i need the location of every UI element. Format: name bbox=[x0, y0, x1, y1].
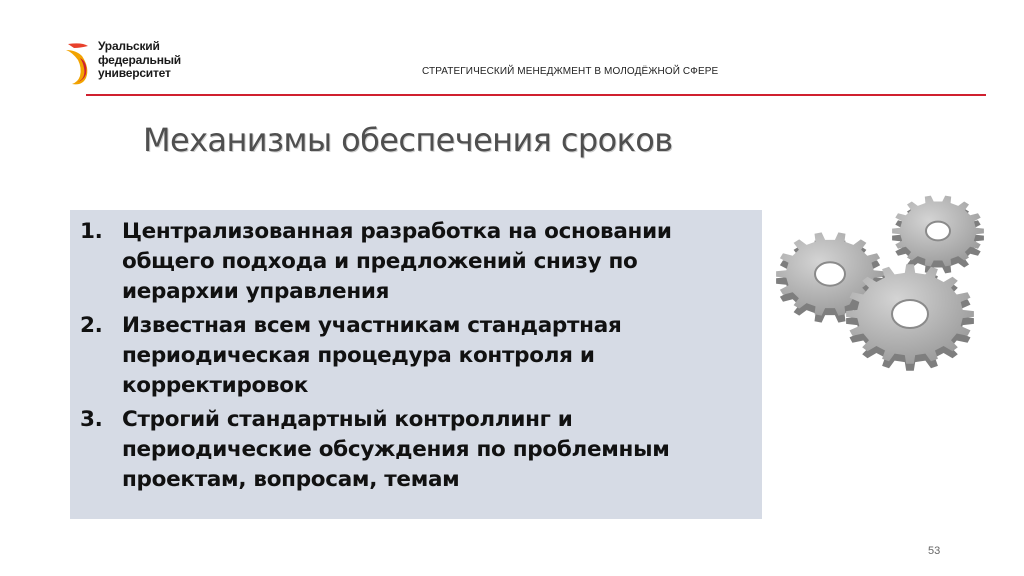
list-item-text: Централизованная разработка на основании общего подхода и предложений снизу по иерархии управления bbox=[122, 219, 672, 304]
content-box bbox=[70, 210, 762, 519]
list-item-number: 1. bbox=[80, 219, 103, 244]
logo-line-1: Уральский bbox=[98, 39, 160, 53]
numbered-list bbox=[80, 217, 752, 499]
urfu-logo-icon bbox=[62, 40, 96, 86]
page-number: 53 bbox=[928, 545, 941, 557]
list-item bbox=[80, 311, 752, 401]
logo-text bbox=[98, 40, 181, 81]
university-logo bbox=[62, 40, 202, 90]
list-item bbox=[80, 217, 752, 307]
gear-small bbox=[892, 196, 984, 274]
header-divider bbox=[86, 94, 986, 96]
list-item-number: 3. bbox=[80, 407, 103, 432]
slide-title: Механизмы обеспечения сроков bbox=[143, 121, 673, 159]
logo-line-3: университет bbox=[98, 66, 171, 80]
course-title: СТРАТЕГИЧЕСКИЙ МЕНЕДЖМЕНТ В МОЛОДЁЖНОЙ СФЕРЕ bbox=[422, 66, 719, 77]
list-item-number: 2. bbox=[80, 313, 103, 338]
logo-line-2: федеральный bbox=[98, 52, 181, 67]
gear-large bbox=[846, 264, 974, 371]
list-item bbox=[80, 405, 752, 495]
list-item-text: Строгий стандартный контроллинг и периодические обсуждения по проблемным проектам, вопросам, темам bbox=[122, 407, 670, 492]
list-item-text: Известная всем участникам стандартная периодическая процедура контроля и корректировок bbox=[122, 313, 622, 398]
gears-icon bbox=[770, 186, 990, 382]
